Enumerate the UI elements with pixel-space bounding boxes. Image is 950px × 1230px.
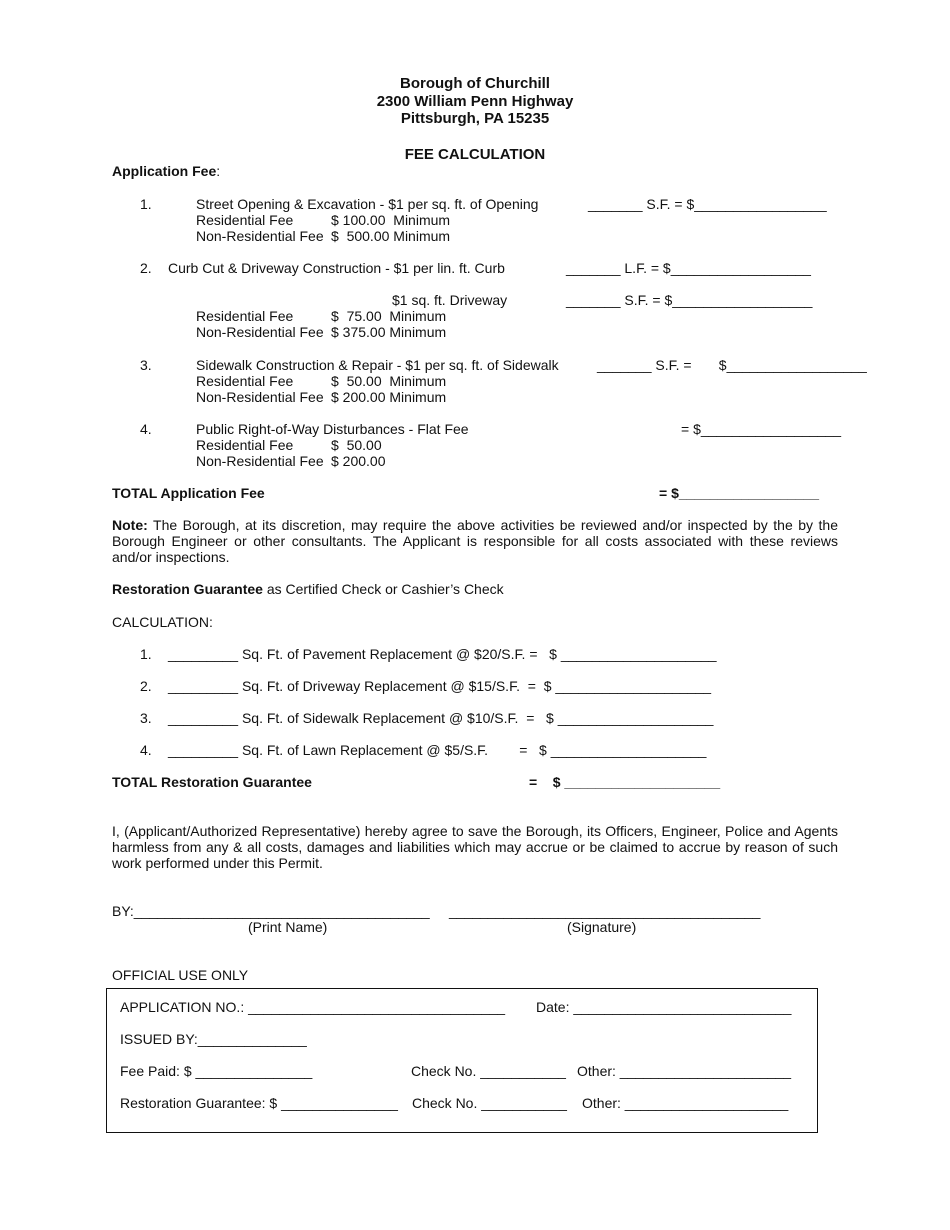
total-restoration-label: TOTAL Restoration Guarantee xyxy=(112,774,312,790)
fee-item-description: Curb Cut & Driveway Construction - $1 per lin. ft. Curb xyxy=(168,260,505,276)
signature-field[interactable]: ________________________________________ xyxy=(449,903,761,919)
org-street: 2300 William Penn Highway xyxy=(376,93,574,110)
nonresidential-fee-value: $ 200.00 xyxy=(331,453,386,469)
note-label: Note: xyxy=(112,517,148,533)
print-name-field[interactable]: BY:______________________________________ xyxy=(112,903,430,919)
nonresidential-fee-label: Non-Residential Fee xyxy=(196,324,324,340)
fee-item-description-driveway: $1 sq. ft. Driveway xyxy=(392,292,508,308)
residential-fee-label: Residential Fee xyxy=(196,373,294,389)
restoration-item-number: 4. xyxy=(140,742,152,758)
fee-item-number: 1. xyxy=(140,196,152,212)
fee-item-calc-field-driveway[interactable]: _______ S.F. = $__________________ xyxy=(566,292,813,308)
check-number-field[interactable]: Check No. ___________ xyxy=(411,1063,566,1079)
nonresidential-fee-label: Non-Residential Fee xyxy=(196,228,324,244)
fee-item-calc-field[interactable]: _______ S.F. = $__________________ xyxy=(597,357,867,373)
fee-item-number: 4. xyxy=(140,421,152,437)
fee-item-calc-field[interactable]: _______ S.F. = $_________________ xyxy=(588,196,827,212)
restoration-item-number: 3. xyxy=(140,710,152,726)
fee-paid-field[interactable]: Fee Paid: $ _______________ xyxy=(120,1063,313,1079)
total-application-fee-field[interactable]: = $__________________ xyxy=(659,485,820,501)
restoration-item-sidewalk[interactable]: _________ Sq. Ft. of Sidewalk Replacement @ $10/S.F. = $ ____________________ xyxy=(168,710,714,726)
page-title: FEE CALCULATION xyxy=(404,146,546,163)
note-text: The Borough, at its discretion, may require the above activities be reviewed and/or inspected by the by the Borough Engineer or other consultants. The Applicant is responsible for all costs associated with these reviews and/or inspections. xyxy=(112,517,838,565)
residential-fee-label: Residential Fee xyxy=(196,437,294,453)
org-name: Borough of Churchill xyxy=(400,75,550,92)
signature-caption: (Signature) xyxy=(567,919,637,935)
other-field[interactable]: Other: _____________________ xyxy=(582,1095,789,1111)
residential-fee-value: $ 100.00 Minimum xyxy=(331,212,451,228)
restoration-guarantee-line: Restoration Guarantee as Certified Check or Cashier’s Check xyxy=(112,581,504,597)
fee-item-number: 3. xyxy=(140,357,152,373)
nonresidential-fee-value: $ 200.00 Minimum xyxy=(331,389,447,405)
nonresidential-fee-label: Non-Residential Fee xyxy=(196,389,324,405)
fee-item-description: Street Opening & Excavation - $1 per sq. ft. of Opening xyxy=(196,196,539,212)
fee-item-calc-field[interactable]: = $__________________ xyxy=(681,421,842,437)
check-number-field[interactable]: Check No. ___________ xyxy=(412,1095,567,1111)
calculation-heading: CALCULATION: xyxy=(112,614,213,630)
nonresidential-fee-value: $ 375.00 Minimum xyxy=(331,324,447,340)
restoration-guarantee-field[interactable]: Restoration Guarantee: $ _______________ xyxy=(120,1095,398,1111)
residential-fee-label: Residential Fee xyxy=(196,308,294,324)
nonresidential-fee-value: $ 500.00 Minimum xyxy=(331,228,451,244)
org-city: Pittsburgh, PA 15235 xyxy=(400,110,550,127)
restoration-item-number: 1. xyxy=(140,646,152,662)
fee-item-number: 2. xyxy=(140,260,152,276)
official-use-heading: OFFICIAL USE ONLY xyxy=(112,967,249,983)
total-application-fee-label: TOTAL Application Fee xyxy=(112,485,265,501)
note-paragraph xyxy=(112,517,838,565)
restoration-item-pavement[interactable]: _________ Sq. Ft. of Pavement Replacement @ $20/S.F. = $ ____________________ xyxy=(168,646,717,662)
residential-fee-value: $ 50.00 Minimum xyxy=(331,373,447,389)
fee-item-description: Public Right-of-Way Disturbances - Flat Fee xyxy=(196,421,469,437)
residential-fee-value: $ 75.00 Minimum xyxy=(331,308,447,324)
restoration-item-driveway[interactable]: _________ Sq. Ft. of Driveway Replacement @ $15/S.F. = $ ____________________ xyxy=(168,678,712,694)
residential-fee-label: Residential Fee xyxy=(196,212,294,228)
restoration-item-lawn[interactable]: _________ Sq. Ft. of Lawn Replacement @ $5/S.F. = $ ____________________ xyxy=(168,742,707,758)
date-field[interactable]: Date: ____________________________ xyxy=(536,999,792,1015)
restoration-item-number: 2. xyxy=(140,678,152,694)
nonresidential-fee-label: Non-Residential Fee xyxy=(196,453,324,469)
other-field[interactable]: Other: ______________________ xyxy=(577,1063,792,1079)
print-name-caption: (Print Name) xyxy=(248,919,328,935)
residential-fee-value: $ 50.00 xyxy=(331,437,382,453)
agreement-paragraph: I, (Applicant/Authorized Representative) hereby agree to save the Borough, its Officers, Engineer, Police and Agents harmless from any & all costs, damages and liabilities which may accrue or be claimed to accrue by reason of such work performed under this Permit. xyxy=(112,823,838,871)
application-number-field[interactable]: APPLICATION NO.: _________________________________ xyxy=(120,999,506,1015)
issued-by-field[interactable]: ISSUED BY:______________ xyxy=(120,1031,307,1047)
fee-item-description: Sidewalk Construction & Repair - $1 per sq. ft. of Sidewalk xyxy=(196,357,559,373)
fee-item-calc-field[interactable]: _______ L.F. = $__________________ xyxy=(566,260,811,276)
application-fee-heading: Application Fee: xyxy=(112,163,221,179)
total-restoration-field[interactable]: = $ ____________________ xyxy=(529,774,721,790)
